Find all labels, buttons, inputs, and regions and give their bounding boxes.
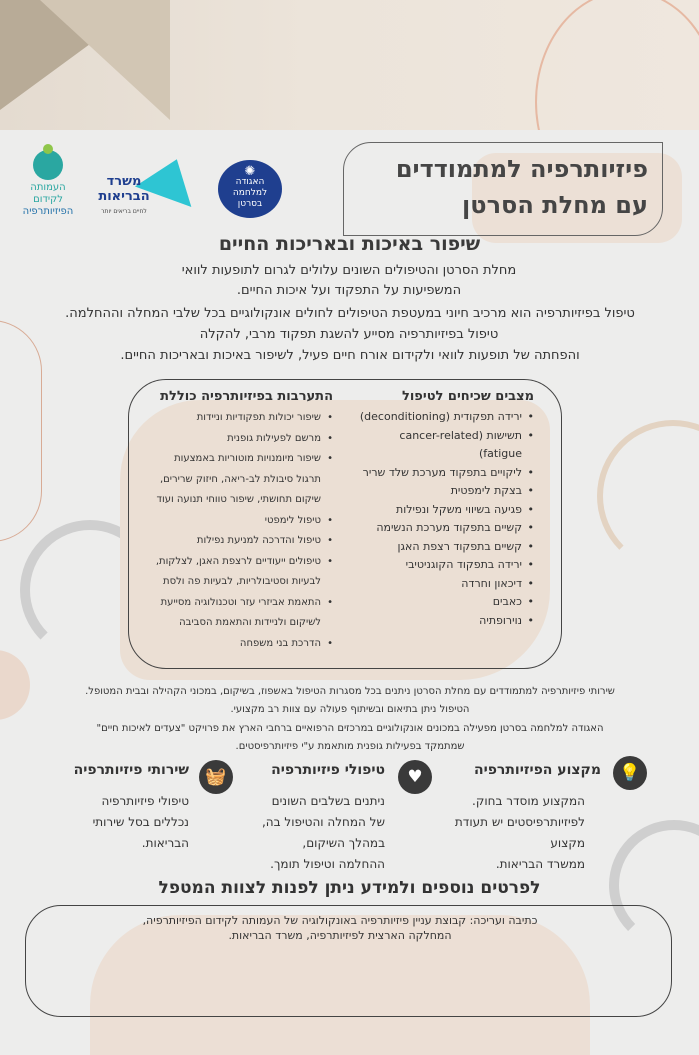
- logo-text: הבריאות: [98, 189, 150, 204]
- treatments-line: במהלך השיקום,: [302, 836, 385, 850]
- list-item: • טיפול והדרכה למניעת נפילות: [143, 531, 321, 552]
- profession-line: מקצוע: [550, 836, 585, 850]
- note-line: הטיפול ניתן בתיאום ובשיתוף פעולה עם צוות רב מקצועי.: [230, 704, 470, 715]
- list-item: • קשיים בתפקוד רצפת האגן: [344, 538, 522, 557]
- note-line: האגודה למלחמה בסרטן מפעילה במכונים אונקולוגיים במרכזים הרפואיים ברחבי הארץ את פרויקט "צעדים לאיכות חיים": [96, 723, 604, 734]
- interventions-heading: התערבות בפיזיותרפיה כוללת: [160, 389, 333, 404]
- treatments-line: ההחלמה וטיפול תומך.: [270, 857, 385, 871]
- list-item: • התאמת אביזרי עזר וטכנולוגיה מסייעת: [143, 593, 321, 614]
- physio-association-logo: [16, 150, 80, 222]
- treatments-section: [225, 760, 385, 875]
- treatments-line: ניתנים בשלבים השונים: [271, 794, 385, 808]
- logo-tagline: לחיים בריאים יותר: [101, 208, 147, 215]
- intro-paragraph-line: המשפיעות על התפקוד ועל איכות החיים.: [236, 283, 462, 298]
- credit-line: כתיבה ועריכה: קבוצת עניין פיזיותרפיה באונקולוגיה של העמותה לקידום הפיזיותרפיה,: [142, 914, 538, 927]
- logo-text: לקידום: [33, 194, 63, 205]
- profession-line: לפיזיותרפיסטים יש תעודת: [454, 815, 585, 829]
- list-item: • קשיים בתפקוד מערכת הנשימה: [344, 519, 522, 538]
- services-heading: שירותי פיזיותרפיה: [73, 762, 189, 778]
- basket-icon: 🧺: [199, 760, 233, 794]
- note-line: שירותי פיזיותרפיה למתמודדים עם מחלת הסרטן ניתנים בכל מסגרות הטיפול באשפוז, בשיקום, במכוני הקהילה ובבית המטופל.: [85, 686, 615, 697]
- list-item: שיקום תחושתי, שיפור טווחי תנועה ועוד: [156, 494, 321, 505]
- profession-line: ממשרד הבריאות.: [495, 857, 585, 871]
- title-box: [343, 142, 663, 236]
- sun-icon: ✺: [244, 164, 256, 179]
- list-item: • בצקת לימפטית: [344, 482, 522, 501]
- list-item: לבעיות וסטיבולריות, לבעיות פה ולסת: [163, 576, 321, 587]
- conditions-column: [344, 389, 534, 630]
- page-title-line1: פיזיותרפיה למתמודדים: [395, 155, 648, 183]
- logo-text: האגודה: [235, 177, 265, 187]
- pyramid-shape: [40, 0, 170, 120]
- treatments-heading: טיפולי פיזיותרפיה: [271, 762, 385, 778]
- list-item: • ירידה בתפקוד הקוגניטיבי: [344, 556, 522, 575]
- intro-paragraph-line: טיפול בפיזיותרפיה מסייע להשגת תפקוד מרבי, להקלה: [199, 327, 499, 342]
- logo-text: העמותה: [30, 182, 66, 193]
- list-item: תרגול סיבולת לב-ריאה, חיזוק שרירים,: [159, 473, 321, 485]
- logo-text: משרד: [106, 174, 142, 189]
- logo-text: הפיזיותרפיה: [22, 206, 74, 217]
- page-title-line2: עם מחלת הסרטן: [462, 191, 648, 219]
- treatments-line: של המחלה והטיפול בה,: [261, 815, 385, 829]
- profession-section: [431, 760, 601, 875]
- interventions-column: [143, 389, 333, 654]
- list-item: • תשישות (cancer-related: [344, 427, 522, 446]
- list-item: • מרשם לפעילות גופנית: [143, 429, 321, 450]
- logo-text: למלחמה: [232, 188, 268, 198]
- list-item: fatigue): [478, 447, 522, 460]
- section-heading: שיפור באיכות ובאריכות החיים: [218, 233, 481, 255]
- intro-paragraph-line: טיפול בפיזיותרפיה הוא מרכיב חיוני במעטפת הטיפולים לחולים אונקולוגיים בכל שלבי המחלה וההחלמה.: [65, 306, 635, 321]
- conditions-heading: מצבים שכיחים לטיפול: [401, 389, 534, 404]
- decorative-arc: [535, 0, 699, 130]
- health-ministry-logo: [92, 158, 202, 220]
- list-item: לשיקום ולניידות והתאמת הסביבה: [179, 617, 321, 628]
- lightbulb-icon: 💡: [613, 756, 647, 790]
- logo-text: בסרטן: [237, 199, 263, 209]
- cancer-association-logo: [218, 160, 282, 218]
- list-item: • הדרכת בני משפחה: [143, 634, 321, 655]
- hands-heart-icon: ♥: [398, 760, 432, 794]
- services-line: נכללים בסל שירותי: [92, 815, 189, 829]
- list-item: • ירידה תפקודית (deconditioning): [344, 408, 522, 427]
- note-line: שמתמקד בפעילות גופנית מותאמת ע"י פיזיותרפיסטים.: [235, 741, 465, 752]
- list-item: • כאבים: [344, 593, 522, 612]
- decorative-rainbow-arc: [597, 420, 699, 572]
- list-item: • פגיעה בשיווי משקל ונפילות: [344, 501, 522, 520]
- services-section: [29, 760, 189, 854]
- services-line: הבריאות.: [141, 836, 189, 850]
- hero-banner: [0, 0, 699, 130]
- list-item: • שיפור יכולות תפקודיות וניידות: [143, 408, 321, 429]
- profession-heading: מקצוע הפיזיותרפיה: [473, 762, 601, 778]
- list-item: • שיפור מיומנויות מוטוריות באמצעות: [143, 449, 321, 470]
- list-item: • ליקויים בתפקוד מערכת שלד שריר: [344, 464, 522, 483]
- credit-line: המחלקה הארצית לפיזיותרפיה, משרד הבריאות.: [228, 929, 452, 942]
- profession-line: המקצוע מוסדר בחוק.: [472, 794, 585, 808]
- intro-paragraph-line: והפחתה של תופעות לוואי ולקידום אורח חיים פעיל, לשיפור באיכות ובאריכות החיים.: [120, 348, 580, 363]
- contact-heading: לפרטים נוספים ולמידע ניתן לפנות לצוות המטפל: [158, 878, 541, 898]
- services-line: טיפולי פיזיותרפיה: [101, 794, 189, 808]
- list-item: • טיפולים ייעודיים לרצפת האגן, לצלקות,: [143, 552, 321, 573]
- intro-paragraph-line: מחלת הסרטן והטיפולים השונים עלולים לגרום לתופעות לוואי: [181, 263, 517, 278]
- list-item: • טיפול לימפטי: [143, 511, 321, 532]
- list-item: • דיכאון וחרדה: [344, 575, 522, 594]
- person-icon: [33, 150, 63, 180]
- list-item: • נוירופתיה: [344, 612, 522, 631]
